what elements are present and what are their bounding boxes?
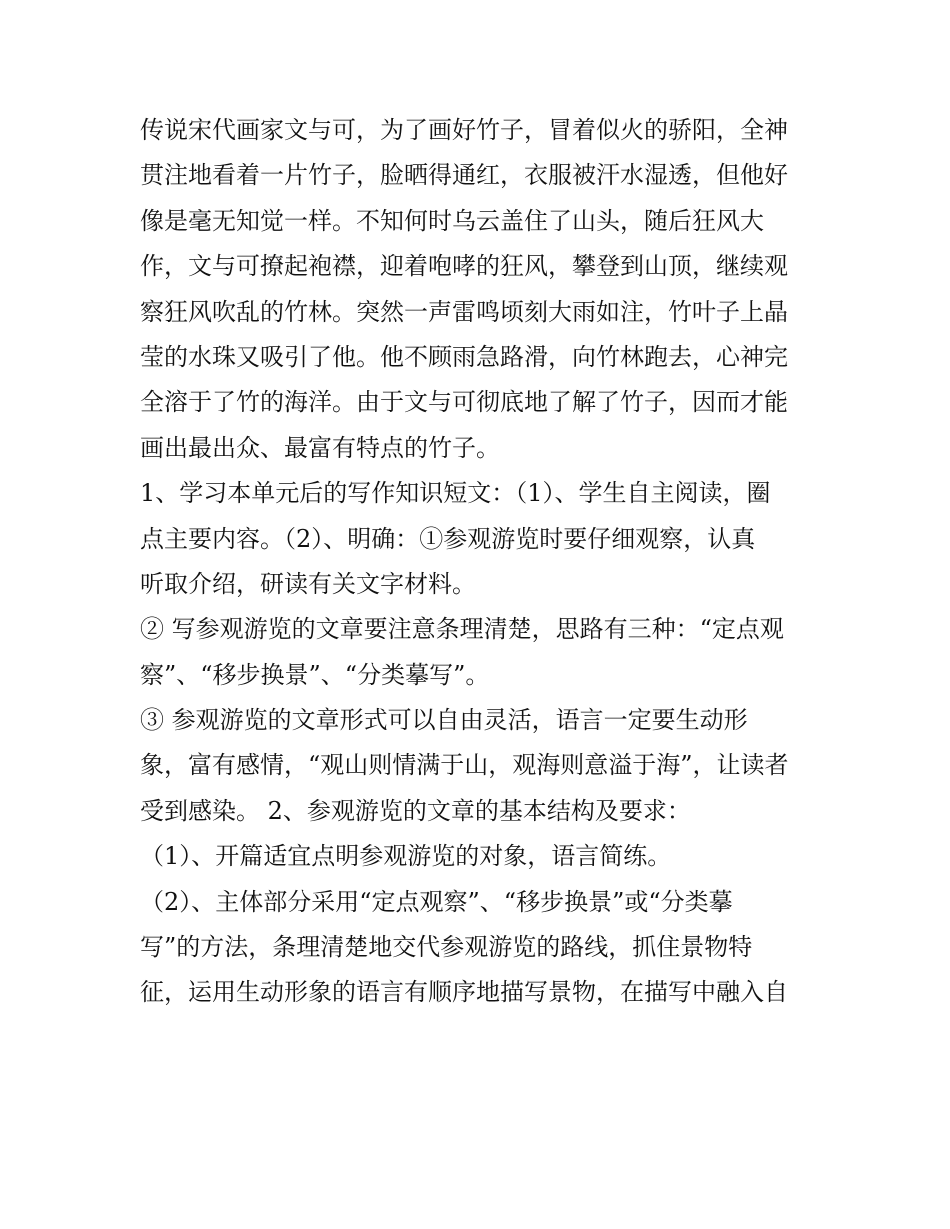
text-line: 征，运用生动形象的语言有顺序地描写景物，在描写中融入自 — [140, 978, 788, 1007]
text-line: 察狂风吹乱的竹林。突然一声雷鸣顷刻大雨如注，竹叶子上晶 — [140, 297, 788, 326]
text-line: 画出最出众、最富有特点的竹子。 — [140, 433, 500, 462]
text-line: 作，文与可撩起袍襟，迎着咆哮的狂风，攀登到山顶，继续观 — [140, 252, 788, 281]
text-line: 贯注地看着一片竹子，脸晒得通红，衣服被汗水湿透，但他好 — [140, 161, 788, 190]
text-line: （2）、主体部分采用“定点观察”、“移步换景”或“分类摹 — [140, 887, 733, 916]
text-line: （1）、开篇适宜点明参观游览的对象，语言简练。 — [140, 842, 672, 871]
text-line: ② 写参观游览的文章要注意条理清楚，思路有三种：“定点观 — [140, 615, 784, 644]
text-line: ③ 参观游览的文章形式可以自由灵活，语言一定要生动形 — [140, 706, 748, 735]
text-line: 点主要内容。（2）、明确：①参观游览时要仔细观察，认真 — [140, 524, 756, 553]
text-line: 察”、“移步换景”、“分类摹写”。 — [140, 660, 490, 689]
text-line: 传说宋代画家文与可，为了画好竹子，冒着似火的骄阳，全神 — [140, 116, 788, 144]
text-line: 象，富有感情，“观山则情满于山，观海则意溢于海”，让读者 — [140, 751, 789, 780]
text-line: 像是毫无知觉一样。不知何时乌云盖住了山头，随后狂风大 — [140, 206, 764, 235]
text-line: 1、学习本单元后的写作知识短文：（1）、学生自主阅读，圈 — [140, 479, 771, 508]
text-line: 受到感染。 2、参观游览的文章的基本结构及要求： — [140, 796, 691, 825]
text-line: 莹的水珠又吸引了他。他不顾雨急路滑，向竹林跑去，心神完 — [140, 342, 788, 371]
text-line: 全溶于了竹的海洋。由于文与可彻底地了解了竹子，因而才能 — [140, 388, 788, 417]
body-text — [140, 108, 830, 1016]
text-line: 听取介绍，研读有关文字材料。 — [140, 569, 476, 598]
text-line: 写”的方法，条理清楚地交代参观游览的路线，抓住景物特 — [140, 933, 753, 962]
